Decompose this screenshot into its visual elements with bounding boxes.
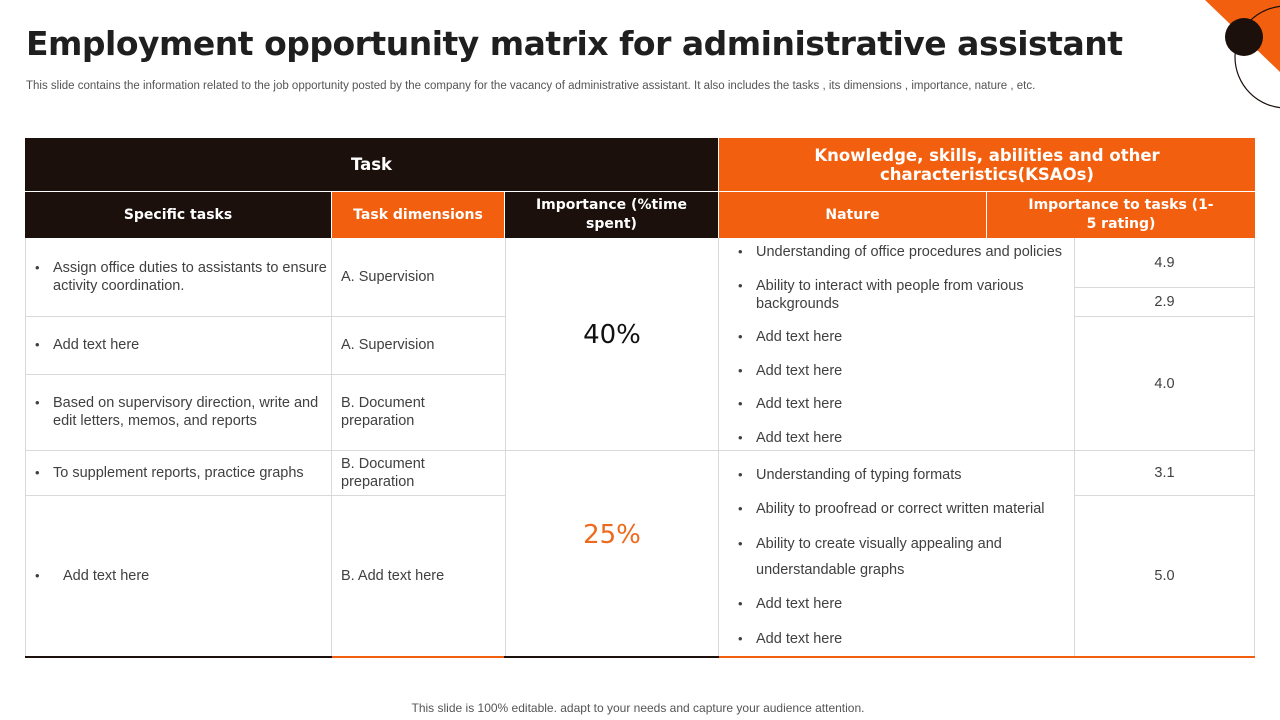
list-item: • Add text here xyxy=(738,596,843,612)
rating-value: 4.0 xyxy=(1154,375,1175,392)
table-row-task-5: • Add text here xyxy=(35,567,150,584)
task-group-header: Task xyxy=(25,138,718,191)
task-dimension-1: A. Supervision xyxy=(341,269,435,285)
list-item: • Ability to proofread or correct written material xyxy=(738,501,1045,517)
dark-circle xyxy=(1225,18,1263,56)
importance-value-group-2: 25% xyxy=(583,520,641,550)
importance-value-group-1: 40% xyxy=(583,319,641,350)
page-title: Employment opportunity matrix for administrative assistant xyxy=(26,24,1123,63)
list-item: • Understanding of office procedures and policies xyxy=(738,244,1063,260)
rating-value: 5.0 xyxy=(1154,568,1175,584)
column-header-nature: Nature xyxy=(719,192,986,238)
orange-corner-triangle xyxy=(1205,0,1280,72)
list-item: • Add text here xyxy=(738,396,843,412)
task-dimension-4: B. Document preparation xyxy=(341,455,425,490)
footer-note: This slide is 100% editable. adapt to your needs and capture your audience attention. xyxy=(411,701,865,715)
task-dimension-3: B. Document preparation xyxy=(341,395,425,429)
corner-decoration xyxy=(0,0,1280,140)
task-dimension-5: B. Add text here xyxy=(341,567,445,584)
page-subtitle: This slide contains the information related to the job opportunity posted by the company for the vacancy of administrative assistant. It also includes the tasks , its dimensions , importance, nature , etc. xyxy=(26,80,1036,92)
list-item: • Add text here xyxy=(738,631,843,647)
list-item: • Add text here xyxy=(738,363,843,379)
ksaos-group-header: Knowledge, skills, abilities and other characteristics(KSAOs) xyxy=(719,138,1255,191)
list-item: • Understanding of typing formats xyxy=(738,467,962,483)
column-header-importance: Importance (%time spent) xyxy=(505,192,718,238)
table-row-task-4: • To supplement reports, practice graphs xyxy=(35,464,304,481)
nature-list-group-2 xyxy=(728,450,1073,656)
table-row-task-2: • Add text here xyxy=(35,337,140,353)
column-header-specific-tasks: Specific tasks xyxy=(25,192,331,238)
task-dimension-2: A. Supervision xyxy=(341,337,435,353)
table-row-task-1: • Assign office duties to assistants to ensure activity coordination. xyxy=(35,260,327,294)
rating-value: 4.9 xyxy=(1154,254,1175,271)
rating-value: 3.1 xyxy=(1154,465,1175,481)
column-header-task-dimensions: Task dimensions xyxy=(332,192,504,238)
list-item: • Add text here xyxy=(738,430,843,446)
column-header-importance-rating: Importance to tasks (1-5 rating) xyxy=(987,192,1255,238)
table-row-task-3: • Based on supervisory direction, write and edit letters, memos, and reports xyxy=(35,395,319,429)
list-item: • Ability to create visually appealing and understandable graphs xyxy=(738,536,1002,578)
employment-matrix-table xyxy=(25,138,1255,658)
rating-value: 2.9 xyxy=(1154,294,1175,310)
nature-list-group-1 xyxy=(728,238,1073,450)
list-item: • Ability to interact with people from various backgrounds xyxy=(738,278,1024,312)
outline-circle xyxy=(1235,6,1280,108)
list-item: • Add text here xyxy=(738,329,843,345)
